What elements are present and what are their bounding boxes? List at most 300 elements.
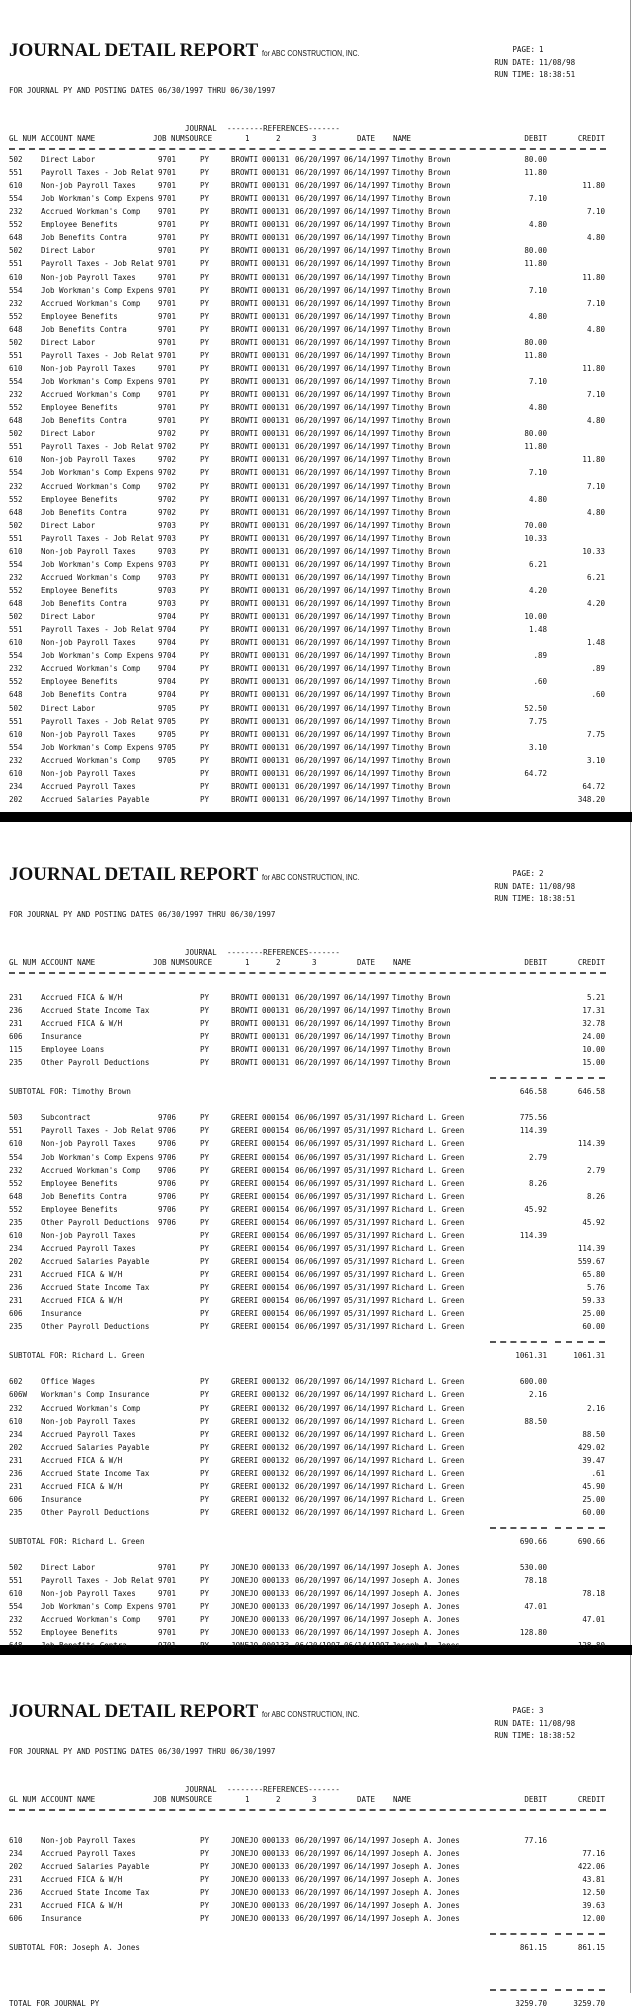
cell-r2: 000131 [262,1006,290,1016]
cell-r2: 000131 [262,742,290,752]
table-row [0,1901,632,1914]
page-label: PAGE: [512,869,535,878]
cell-r1: GREERI [231,1243,259,1253]
cell-r3: 06/06/1997 [295,1152,341,1162]
cell-r1: BROWTI [231,794,259,804]
table-row [0,1836,632,1849]
cell-src: PY [200,1641,210,1651]
cell-r3: 06/20/1997 [295,507,341,517]
cell-gl: 648 [9,690,23,700]
cell-r3: 06/06/1997 [295,1139,341,1149]
subtotal-debit: 690.66 [519,1537,547,1547]
cell-r2: 000131 [262,755,290,765]
cell-debit: 52.50 [524,703,547,713]
cell-acct: Accrued FICA & W/H [41,1455,123,1465]
run-info [470,1705,596,1743]
page-label: PAGE: [512,45,535,54]
cell-job: 9704 [158,690,177,700]
cell-credit: 11.80 [582,272,605,282]
cell-credit: 64.72 [582,781,605,791]
cell-r2: 000131 [262,455,290,465]
cell-r1: BROWTI [231,390,259,400]
cell-name: Timothy Brown [392,324,451,334]
cell-r1: GREERI [231,1230,259,1240]
cell-gl: 232 [9,207,23,217]
cell-date: 06/14/1997 [344,1875,390,1885]
cell-gl: 551 [9,442,23,452]
cell-r1: BROWTI [231,442,259,452]
cell-src: PY [200,1309,210,1319]
cell-src: PY [200,1217,210,1227]
cell-r1: BROWTI [231,729,259,739]
company-name: for ABC CONSTRUCTION, INC. [262,1710,360,1719]
cell-gl: 236 [9,1468,23,1478]
cell-credit: 7.10 [586,481,605,491]
cell-date: 06/14/1997 [344,233,390,243]
cell-src: PY [200,638,210,648]
cell-date: 06/14/1997 [344,1032,390,1042]
cell-r1: GREERI [231,1468,259,1478]
cell-acct: Job Benefits Contra [41,1641,127,1651]
cell-name: Joseph A. Jones [392,1641,460,1651]
cell-job: 9706 [158,1178,177,1188]
cell-date: 06/14/1997 [344,638,390,648]
cell-acct: Other Payroll Deductions [41,1322,150,1332]
cell-credit: 6.21 [586,572,605,582]
cell-date: 06/14/1997 [344,207,390,217]
cell-r1: BROWTI [231,207,259,217]
cell-acct: Job Workman's Comp Expens [41,377,154,387]
cell-date: 06/14/1997 [344,168,390,178]
cell-r3: 06/20/1997 [295,377,341,387]
cell-r3: 06/20/1997 [295,1045,341,1055]
cell-gl: 551 [9,259,23,269]
subtotal-rule-credit [555,1933,605,1935]
cell-debit: 4.80 [528,220,547,230]
cell-date: 06/14/1997 [344,272,390,282]
cell-debit: 4.80 [528,494,547,504]
cell-date: 06/14/1997 [344,533,390,543]
cell-date: 06/14/1997 [344,259,390,269]
cell-name: Joseph A. Jones [392,1901,460,1911]
cell-date: 06/14/1997 [344,559,390,569]
cell-gl: 236 [9,1888,23,1898]
cell-acct: Non-job Payroll Taxes [41,729,136,739]
cell-r1: BROWTI [231,677,259,687]
cell-job: 9701 [158,311,177,321]
cell-name: Timothy Brown [392,1032,451,1042]
cell-gl: 610 [9,363,23,373]
cell-r1: GREERI [231,1204,259,1214]
cell-gl: 502 [9,520,23,530]
total-rule-debit [490,1989,547,1991]
cell-acct: Employee Benefits [41,311,118,321]
header-name: NAME [393,1795,412,1804]
cell-acct: Workman's Comp Insurance [41,1390,150,1400]
cell-r2: 000132 [262,1455,290,1465]
run-date-value: 11/08/98 [539,1718,576,1728]
cell-r3: 06/20/1997 [295,337,341,347]
cell-date: 06/14/1997 [344,993,390,1002]
cell-r2: 000154 [262,1217,290,1227]
cell-acct: Accrued FICA & W/H [41,1019,123,1029]
cell-date: 06/14/1997 [344,1507,390,1517]
cell-r2: 000131 [262,246,290,256]
cell-credit: 8.26 [586,1191,605,1201]
cell-acct: Job Workman's Comp Expens [41,1602,154,1612]
cell-src: PY [200,1589,210,1599]
cell-r1: GREERI [231,1377,259,1387]
cell-date: 05/31/1997 [344,1296,390,1306]
cell-src: PY [200,1494,210,1504]
cell-credit: 7.10 [586,207,605,217]
cell-name: Joseph A. Jones [392,1862,460,1872]
cell-src: PY [200,690,210,700]
cell-src: PY [200,311,210,321]
cell-debit: 11.80 [524,259,547,269]
run-date-label: RUN DATE: [494,1718,535,1728]
cell-name: Timothy Brown [392,651,451,661]
cell-name: Timothy Brown [392,572,451,582]
cell-r3: 06/06/1997 [295,1178,341,1188]
cell-date: 06/14/1997 [344,625,390,635]
cell-job: 9701 [158,207,177,217]
cell-gl: 610 [9,181,23,191]
cell-acct: Non-job Payroll Taxes [41,638,136,648]
subtotal-label: SUBTOTAL FOR: Richard L. Green [9,1537,145,1547]
cell-gl: 606 [9,1309,23,1319]
cell-gl: 115 [9,1045,23,1055]
header-ref-1: 1 [245,958,250,967]
cell-acct: Direct Labor [41,703,96,713]
cell-job: 9706 [158,1165,177,1175]
cell-date: 06/14/1997 [344,390,390,400]
cell-debit: 80.00 [524,246,547,256]
cell-job: 9701 [158,168,177,178]
cell-acct: Employee Benefits [41,220,118,230]
cell-r2: 000133 [262,1589,290,1599]
cell-acct: Accrued Workman's Comp [41,664,141,674]
cell-gl: 552 [9,585,23,595]
cell-date: 06/14/1997 [344,729,390,739]
cell-acct: Job Benefits Contra [41,416,127,426]
cell-credit: 25.00 [582,1309,605,1319]
cell-debit: 8.26 [528,1178,547,1188]
cell-r1: JONEJO [231,1849,259,1859]
cell-r1: BROWTI [231,993,259,1002]
cell-name: Richard L. Green [392,1270,465,1280]
cell-r1: BROWTI [231,377,259,387]
cell-src: PY [200,181,210,191]
cell-credit: 128.80 [577,1641,605,1651]
cell-r1: BROWTI [231,768,259,778]
header-debit: DEBIT [524,958,547,967]
cell-name: Timothy Brown [392,677,451,687]
cell-date: 05/31/1997 [344,1230,390,1240]
cell-r3: 06/20/1997 [295,690,341,700]
subtotal-label: SUBTOTAL FOR: Richard L. Green [9,1351,145,1361]
cell-date: 06/14/1997 [344,429,390,439]
table-row [0,1862,632,1875]
cell-r3: 06/20/1997 [295,1576,341,1586]
cell-r1: BROWTI [231,533,259,543]
cell-gl: 231 [9,1875,23,1885]
cell-r3: 06/20/1997 [295,1058,341,1068]
header-ref-2: 2 [276,134,281,143]
cell-src: PY [200,533,210,543]
header-gl-num: GL NUM [9,958,37,967]
cell-credit: 59.33 [582,1296,605,1306]
cell-acct: Insurance [41,1494,82,1504]
cell-r2: 000131 [262,729,290,739]
cell-credit: 32.78 [582,1019,605,1029]
cell-r2: 000131 [262,533,290,543]
cell-r3: 06/20/1997 [295,729,341,739]
cell-date: 05/31/1997 [344,1113,390,1123]
cell-r2: 000133 [262,1641,290,1651]
cell-credit: 39.47 [582,1455,605,1465]
cell-r3: 06/20/1997 [295,363,341,373]
cell-credit: 4.80 [586,416,605,426]
cell-job: 9704 [158,638,177,648]
cell-src: PY [200,155,210,164]
cell-name: Joseph A. Jones [392,1914,460,1924]
cell-name: Timothy Brown [392,664,451,674]
cell-r1: BROWTI [231,612,259,622]
cell-src: PY [200,1283,210,1293]
cell-acct: Payroll Taxes - Job Relat [41,168,154,178]
cell-gl: 554 [9,742,23,752]
cell-acct: Office Wages [41,1377,96,1387]
cell-r3: 06/20/1997 [295,1442,341,1452]
cell-src: PY [200,1045,210,1055]
cell-credit: 4.20 [586,599,605,609]
cell-job: 9702 [158,481,177,491]
cell-date: 06/14/1997 [344,1849,390,1859]
cell-r2: 000131 [262,507,290,517]
cell-r2: 000154 [262,1113,290,1123]
cell-name: Timothy Brown [392,494,451,504]
cell-name: Timothy Brown [392,993,451,1002]
cell-r3: 06/20/1997 [295,324,341,334]
cell-job: 9701 [158,1628,177,1638]
cell-r1: JONEJO [231,1888,259,1898]
cell-date: 06/14/1997 [344,664,390,674]
total-credit: 3259.70 [573,1999,605,2009]
cell-date: 06/14/1997 [344,742,390,752]
run-date-label: RUN DATE: [494,57,535,67]
cell-r3: 06/20/1997 [295,1455,341,1465]
cell-date: 06/14/1997 [344,572,390,582]
cell-name: Timothy Brown [392,194,451,204]
cell-r3: 06/20/1997 [295,1602,341,1612]
cell-src: PY [200,468,210,478]
cell-r2: 000133 [262,1563,290,1573]
run-date-value: 11/08/98 [539,881,576,891]
cell-debit: 530.00 [519,1563,547,1573]
cell-job: 9703 [158,585,177,595]
cell-r2: 000131 [262,377,290,387]
cell-gl: 606 [9,1032,23,1042]
cell-r2: 000131 [262,168,290,178]
header-job-num: JOB NUM [153,134,185,143]
cell-gl: 234 [9,1243,23,1253]
header-ref-1: 1 [245,1795,250,1804]
cell-debit: 2.79 [528,1152,547,1162]
cell-r2: 000133 [262,1602,290,1612]
cell-credit: 10.33 [582,546,605,556]
cell-r2: 000131 [262,585,290,595]
cell-acct: Job Benefits Contra [41,507,127,517]
cell-r1: BROWTI [231,468,259,478]
header-credit: CREDIT [577,1795,605,1804]
cell-r2: 000154 [262,1165,290,1175]
header-credit: CREDIT [577,958,605,967]
cell-acct: Accrued State Income Tax [41,1888,150,1898]
cell-date: 06/14/1997 [344,1481,390,1491]
cell-name: Timothy Brown [392,259,451,269]
page-value: 2 [539,869,544,878]
cell-r1: JONEJO [231,1901,259,1911]
total-rule-credit [555,1989,605,1991]
cell-date: 06/14/1997 [344,455,390,465]
cell-acct: Job Workman's Comp Expens [41,1152,154,1162]
cell-credit: 348.20 [577,794,605,804]
cell-r2: 000131 [262,993,290,1002]
cell-gl: 235 [9,1217,23,1227]
header-account-name: ACCOUNT NAME [41,958,96,967]
cell-name: Timothy Brown [392,416,451,426]
cell-gl: 552 [9,1628,23,1638]
run-date-line [470,1718,596,1731]
cell-date: 05/31/1997 [344,1152,390,1162]
cell-src: PY [200,403,210,413]
cell-job: 9701 [158,337,177,347]
cell-r3: 06/20/1997 [295,194,341,204]
cell-date: 05/31/1997 [344,1178,390,1188]
cell-r2: 000131 [262,546,290,556]
page-label: PAGE: [512,1706,535,1715]
header-ref-2: 2 [276,958,281,967]
cell-src: PY [200,742,210,752]
cell-name: Richard L. Green [392,1296,465,1306]
cell-r1: JONEJO [231,1914,259,1924]
company-name: for ABC CONSTRUCTION, INC. [262,873,360,882]
cell-acct: Employee Benefits [41,677,118,687]
cell-r2: 000154 [262,1126,290,1136]
cell-debit: 3.10 [528,742,547,752]
cell-acct: Job Benefits Contra [41,690,127,700]
cell-r1: BROWTI [231,168,259,178]
cell-credit: 77.16 [582,1849,605,1859]
cell-debit: 11.80 [524,168,547,178]
cell-gl: 552 [9,403,23,413]
subtotal-debit: 1061.31 [515,1351,547,1361]
cell-r1: BROWTI [231,220,259,230]
cell-date: 06/14/1997 [344,703,390,713]
cell-gl: 552 [9,220,23,230]
cell-gl: 648 [9,1191,23,1201]
cell-date: 06/14/1997 [344,612,390,622]
cell-acct: Payroll Taxes - Job Relat [41,1126,154,1136]
cell-r1: BROWTI [231,664,259,674]
cell-r2: 000131 [262,520,290,530]
header-source: SOURCE [185,1795,213,1804]
cell-gl: 551 [9,1576,23,1586]
cell-r3: 06/20/1997 [295,664,341,674]
cell-r3: 06/20/1997 [295,1563,341,1573]
cell-src: PY [200,1442,210,1452]
cell-date: 06/14/1997 [344,298,390,308]
header-journal: JOURNAL [185,1785,217,1794]
cell-date: 06/14/1997 [344,442,390,452]
cell-r3: 06/20/1997 [295,220,341,230]
cell-date: 06/14/1997 [344,481,390,491]
cell-job: 9704 [158,651,177,661]
cell-acct: Job Benefits Contra [41,1191,127,1201]
cell-name: Timothy Brown [392,533,451,543]
cell-name: Timothy Brown [392,298,451,308]
cell-name: Timothy Brown [392,729,451,739]
total-debit: 3259.70 [515,1999,547,2009]
header-ref-3: 3 [312,134,317,143]
cell-r1: GREERI [231,1309,259,1319]
cell-acct: Accrued FICA & W/H [41,1270,123,1280]
cell-src: PY [200,1615,210,1625]
cell-src: PY [200,494,210,504]
cell-name: Timothy Brown [392,599,451,609]
cell-credit: 60.00 [582,1507,605,1517]
cell-r1: GREERI [231,1494,259,1504]
cell-r3: 06/20/1997 [295,429,341,439]
cell-src: PY [200,651,210,661]
cell-r1: BROWTI [231,755,259,765]
cell-acct: Accrued Workman's Comp [41,298,141,308]
cell-job: 9702 [158,455,177,465]
cell-src: PY [200,285,210,295]
cell-acct: Job Benefits Contra [41,324,127,334]
cell-acct: Direct Labor [41,246,96,256]
cell-credit: 4.80 [586,233,605,243]
cell-credit: 12.00 [582,1914,605,1924]
subtotal-credit: 690.66 [577,1537,605,1547]
cell-date: 06/14/1997 [344,677,390,687]
cell-job: 9701 [158,377,177,387]
cell-credit: 39.63 [582,1901,605,1911]
header-rule [9,1809,606,1811]
cell-r1: BROWTI [231,181,259,191]
cell-gl: 235 [9,1507,23,1517]
cell-acct: Non-job Payroll Taxes [41,181,136,191]
cell-r2: 000154 [262,1322,290,1332]
cell-src: PY [200,272,210,282]
cell-r3: 06/20/1997 [295,1403,341,1413]
header-references: --------REFERENCES------- [227,124,340,133]
cell-r3: 06/20/1997 [295,768,341,778]
cell-acct: Payroll Taxes - Job Relat [41,442,154,452]
cell-date: 06/14/1997 [344,1901,390,1911]
cell-job: 9701 [158,416,177,426]
cell-acct: Accrued FICA & W/H [41,1481,123,1491]
cell-acct: Non-job Payroll Taxes [41,768,136,778]
cell-src: PY [200,599,210,609]
cell-job: 9704 [158,625,177,635]
cell-r3: 06/20/1997 [295,181,341,191]
cell-job: 9706 [158,1217,177,1227]
cell-gl: 610 [9,1139,23,1149]
cell-src: PY [200,1377,210,1387]
cell-name: Richard L. Green [392,1283,465,1293]
